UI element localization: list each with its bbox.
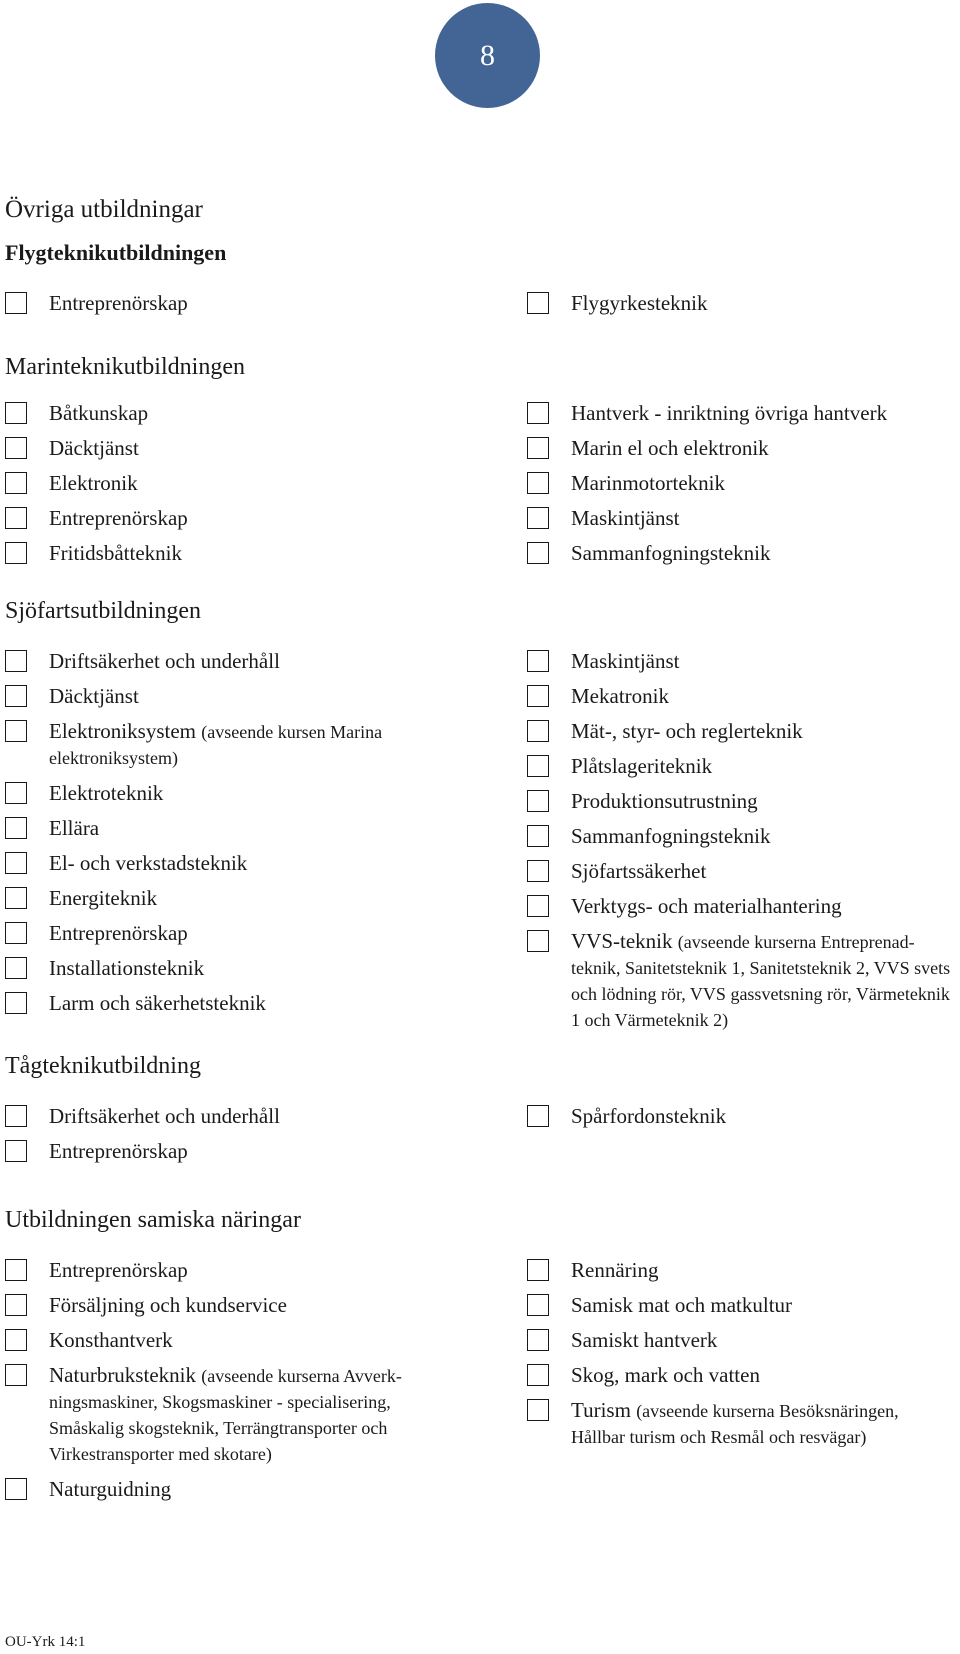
tag-right-column [527,1103,957,1138]
checkbox[interactable] [5,650,27,672]
checkbox-label: Naturguidning [49,1477,172,1501]
checkbox[interactable] [5,817,27,839]
checkbox-label: Plåtslageriteknik [571,754,713,778]
checkbox-label: Flygyrkesteknik [571,291,708,315]
footer-code: OU-Yrk 14:1 [5,1634,86,1650]
flyg-right-column [527,290,957,325]
checkbox[interactable] [5,1329,27,1351]
checkbox-label: Entreprenörskap [49,921,188,945]
checkbox[interactable] [5,1140,27,1162]
checkbox-label: Entreprenörskap [49,291,188,315]
checkbox-item [5,955,435,981]
checkbox-label: Larm och säkerhetsteknik [49,991,266,1015]
sjofart-right-column [527,648,957,1042]
section-title-sjofart: Sjöfartsutbildningen [5,598,201,624]
checkbox-item [527,683,957,709]
checkbox-item [527,718,957,744]
checkbox[interactable] [5,852,27,874]
checkbox[interactable] [527,402,549,424]
checkbox-label-note: (avseende kurserna Besöksnäringen, Hållbar turism och Resmål och resvägar) [571,1401,899,1447]
checkbox-label: Båtkunskap [49,401,149,425]
checkbox[interactable] [5,1478,27,1500]
checkbox-item [527,435,957,461]
checkbox-item [5,1292,435,1318]
checkbox[interactable] [5,507,27,529]
checkbox-item [5,850,435,876]
checkbox-label: Samisk mat och matkultur [571,1293,793,1317]
checkbox-item [5,1138,435,1164]
checkbox-item [527,1292,957,1318]
checkbox-label: Rennäring [571,1258,659,1282]
marin-right-column [527,400,957,575]
checkbox-label: Marinmotorteknik [571,471,725,495]
checkbox-label: Försäljning och kundservice [49,1293,287,1317]
checkbox-item [5,990,435,1016]
checkbox-label: Elektroteknik [49,781,164,805]
checkbox-label: Samiskt hantverk [571,1328,718,1352]
checkbox[interactable] [527,860,549,882]
checkbox-label: Entreprenörskap [49,1258,188,1282]
checkbox-item [5,815,435,841]
checkbox-item [527,1257,957,1283]
checkbox-label-note: (avseende kurserna Entreprenad-teknik, Sanitetsteknik 1, Sanitetsteknik 2, VVS svets och lödning rör, VVS gassvetsning rör, Värmeteknik 1 och Värmeteknik 2) [571,932,951,1030]
checkbox[interactable] [527,930,549,952]
samisk-right-column [527,1257,957,1459]
checkbox-label: Maskintjänst [571,649,680,673]
checkbox-item [527,928,957,1032]
checkbox[interactable] [5,1364,27,1386]
checkbox[interactable] [5,437,27,459]
checkbox-item [5,470,435,496]
checkbox-item [5,505,435,531]
checkbox-item [5,540,435,566]
checkbox-label: Verktygs- och materialhantering [571,894,842,918]
checkbox-label [571,1397,951,1449]
checkbox-label: Spårfordonsteknik [571,1104,727,1128]
marin-left-column [5,400,435,575]
checkbox-label [571,928,951,1032]
checkbox[interactable] [5,292,27,314]
checkbox-label-main: Elektroniksystem [49,719,196,743]
checkbox-label: Energiteknik [49,886,158,910]
checkbox-item [5,885,435,911]
checkbox[interactable] [5,1105,27,1127]
checkbox-item [5,400,435,426]
checkbox-item [527,753,957,779]
checkbox-item [527,505,957,531]
checkbox-item [527,893,957,919]
checkbox[interactable] [527,650,549,672]
checkbox-label: Ellära [49,816,100,840]
checkbox-label: El- och verkstadsteknik [49,851,248,875]
checkbox[interactable] [5,1294,27,1316]
checkbox-item [5,1327,435,1353]
checkbox-item [5,1103,435,1129]
checkbox[interactable] [527,895,549,917]
checkbox-label-note: (avseende kursen Marina elektroniksystem) [49,722,383,768]
checkbox[interactable] [5,472,27,494]
checkbox-label: Installationsteknik [49,956,205,980]
checkbox[interactable] [527,755,549,777]
checkbox-item [5,1362,435,1466]
checkbox-label: Mekatronik [571,684,669,708]
checkbox[interactable] [527,720,549,742]
checkbox[interactable] [527,1259,549,1281]
checkbox[interactable] [527,685,549,707]
checkbox-item [5,683,435,709]
checkbox[interactable] [5,685,27,707]
checkbox-label: Elektronik [49,471,138,495]
checkbox[interactable] [527,1294,549,1316]
checkbox-label: Driftsäkerhet och underhåll [49,649,280,673]
checkbox-label-main: Turism [571,1398,631,1422]
checkbox-item [527,1327,957,1353]
checkbox-label: Entreprenörskap [49,506,188,530]
checkbox-item [5,435,435,461]
checkbox-label-main: Naturbruksteknik [49,1363,196,1387]
checkbox[interactable] [5,1259,27,1281]
checkbox[interactable] [527,292,549,314]
checkbox[interactable] [527,507,549,529]
checkbox[interactable] [5,720,27,742]
checkbox-item [5,920,435,946]
checkbox[interactable] [5,887,27,909]
checkbox-label: Produktionsutrustning [571,789,758,813]
section-title-samisk: Utbildningen samiska näringar [5,1207,301,1233]
checkbox[interactable] [527,472,549,494]
checkbox-label: Sammanfogningsteknik [571,541,771,565]
checkbox-label [49,1362,429,1466]
checkbox-item [5,648,435,674]
checkbox-label-main: VVS-teknik [571,929,673,953]
checkbox-item [527,858,957,884]
checkbox[interactable] [527,1399,549,1421]
checkbox-label: Sjöfartssäkerhet [571,859,707,883]
checkbox[interactable] [5,922,27,944]
checkbox-item [527,1397,957,1449]
checkbox-label: Maskintjänst [571,506,680,530]
checkbox-label: Konsthantverk [49,1328,173,1352]
section-title-marin: Marinteknikutbildningen [5,354,245,380]
checkbox-item [527,788,957,814]
checkbox[interactable] [527,542,549,564]
tag-left-column [5,1103,435,1173]
checkbox[interactable] [527,1364,549,1386]
samisk-left-column [5,1257,435,1511]
checkbox-item [527,290,957,316]
checkbox-item [527,648,957,674]
checkbox-item [5,780,435,806]
checkbox-label: Entreprenörskap [49,1139,188,1163]
checkbox-label: Fritidsbåtteknik [49,541,182,565]
checkbox[interactable] [5,957,27,979]
checkbox-label [49,718,429,770]
checkbox-label: Hantverk - inriktning övriga hantverk [571,401,888,425]
checkbox-item [527,400,957,426]
checkbox-item [527,823,957,849]
checkbox-item [527,1103,957,1129]
checkbox-item [527,540,957,566]
section-title-tag: Tågteknikutbildning [5,1053,201,1079]
checkbox[interactable] [527,1329,549,1351]
checkbox-item [5,1257,435,1283]
checkbox-label: Skog, mark och vatten [571,1363,760,1387]
checkbox-label-note: (avseende kurserna Avverk-ningsmaskiner, Skogsmaskiner - specialisering, Småskalig skogsteknik, Terrängtransporter och Virkestransporter med skotare) [49,1366,402,1464]
checkbox-label: Marin el och elektronik [571,436,769,460]
checkbox[interactable] [527,790,549,812]
checkbox-item [5,290,435,316]
checkbox[interactable] [527,825,549,847]
checkbox[interactable] [5,402,27,424]
page-number-badge: 8 [435,3,540,108]
checkbox-label: Däcktjänst [49,436,139,460]
checkbox-item [527,1362,957,1388]
checkbox-item [5,718,435,770]
flyg-left-column [5,290,435,325]
checkbox[interactable] [5,542,27,564]
checkbox-item [527,470,957,496]
checkbox-label: Däcktjänst [49,684,139,708]
checkbox[interactable] [5,992,27,1014]
checkbox-label: Driftsäkerhet och underhåll [49,1104,280,1128]
checkbox-item [5,1476,435,1502]
checkbox-label: Mät-, styr- och reglerteknik [571,719,803,743]
checkbox[interactable] [527,1105,549,1127]
sjofart-left-column [5,648,435,1025]
checkbox-label: Sammanfogningsteknik [571,824,771,848]
main-title: Övriga utbildningar [5,196,203,223]
checkbox[interactable] [5,782,27,804]
checkbox[interactable] [527,437,549,459]
section-title-flyg: Flygteknikutbildningen [5,240,227,265]
